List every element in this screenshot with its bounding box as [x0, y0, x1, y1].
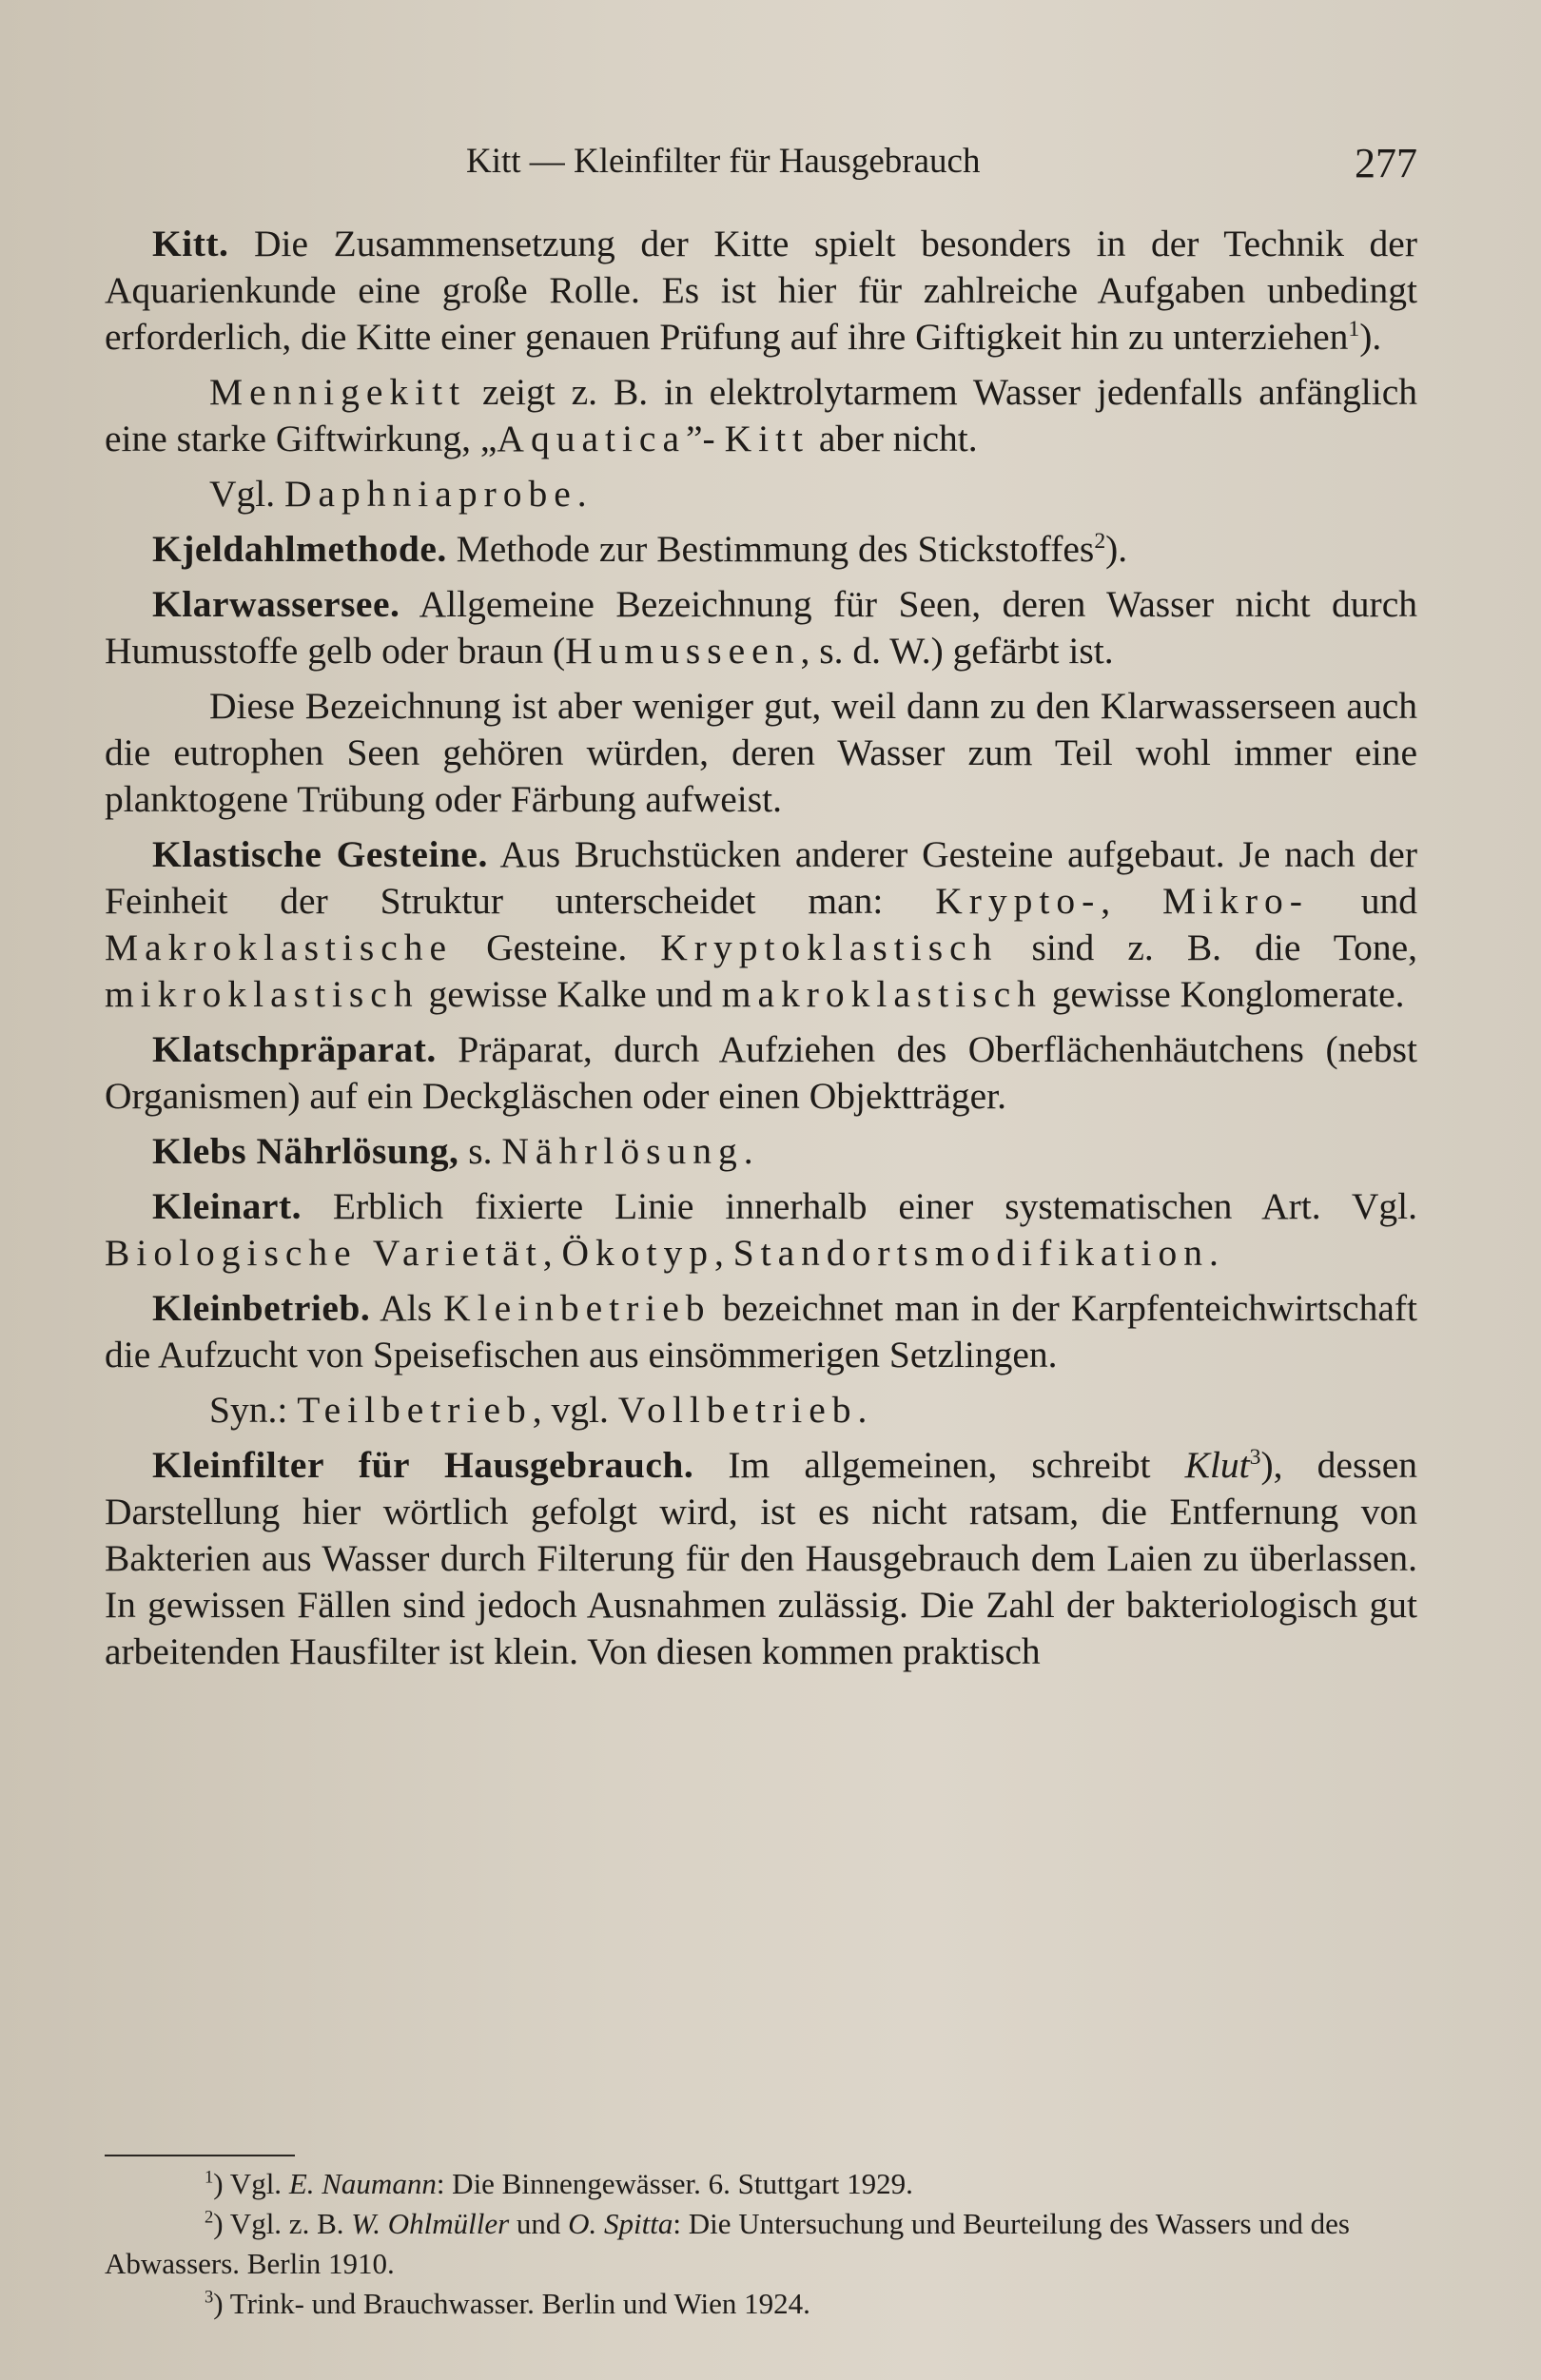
entry-term: Klarwassersee.	[152, 583, 400, 625]
entry-term: Klebs Nährlösung,	[152, 1130, 459, 1172]
entry-klebs-naehrloesung: Klebs Nährlösung, s. Nährlösung.	[152, 1130, 753, 1172]
entry-kleinfilter: Kleinfilter für Hausgebrauch. Im allgemeinen, schreibt Klut$^3$), dessen Darstellung hier wörtlich gefolgt wird, ist es nicht ratsam, die Entfernung von Bakterien aus Wasser durch Filterung für den Hausgebrauch dem Laien zu überlassen. In gewissen Fällen sind jedoch Ausnahmen zulässig. Die Zahl der bakteriologisch gut arbeitenden Hausfilter ist klein. Von diesen kommen praktisch	[105, 1444, 1417, 1672]
footnotes	[105, 2164, 1417, 2324]
footnote-3: $^3$) Trink- und Brauchwasser. Berlin und Wien 1924.	[205, 2287, 810, 2320]
footnote-ref: 1	[1348, 316, 1360, 341]
entry-term: Kjeldahlmethode.	[152, 528, 447, 570]
author-name: Klut	[1184, 1444, 1250, 1486]
entry-kitt-paragraph: Mennigekitt zeigt z. B. in elektrolytarmem Wasser jedenfalls anfänglich eine starke Giftwirkung, „Aquatica”- Kitt aber nicht.	[105, 371, 1417, 459]
running-title: Kitt — Kleinfilter für Hausgebrauch	[466, 142, 981, 181]
entry-klarwassersee: Klarwassersee. Allgemeine Bezeichnung für Seen, deren Wasser nicht durch Humusstoffe gelb oder braun (Humusseen, s. d. W.) gefärbt ist.	[105, 583, 1417, 672]
entry-term: Klastische Gesteine.	[152, 833, 488, 875]
entry-klarwassersee-paragraph: Diese Bezeichnung ist aber weniger gut, weil dann zu den Klarwasserseen auch die eutrophen Seen gehören würden, deren Wasser zum Teil wohl immer eine planktogene Trübung oder Färbung aufweist.	[105, 685, 1417, 820]
entry-term: Kleinfilter für Hausgebrauch.	[152, 1444, 694, 1486]
entry-kitt: Kitt. Die Zusammensetzung der Kitte spielt besonders in der Technik der Aquarienkunde eine große Rolle. Es ist hier für zahlreiche Aufgaben unbedingt erforderlich, die Kitte einer genauen Prüfung auf ihre Giftigkeit hin zu unterziehen$^1$).	[105, 223, 1417, 358]
entry-term: Kitt.	[152, 223, 229, 264]
entry-kleinbetrieb-synonym: Syn.: Teilbetrieb, vgl. Vollbetrieb.	[209, 1389, 868, 1431]
entry-klatschpraeparat: Klatschpräparat. Präparat, durch Aufziehen des Oberflächenhäutchens (nebst Organismen) auf ein Deckgläschen oder einen Objektträger.	[105, 1028, 1417, 1117]
entry-term: Kleinart.	[152, 1185, 302, 1227]
footnote-ref: 2	[1094, 528, 1106, 554]
entry-term: Kleinbetrieb.	[152, 1287, 371, 1329]
entry-kleinbetrieb: Kleinbetrieb. Als Kleinbetrieb bezeichnet man in der Karpfenteichwirtschaft die Aufzucht von Speisefischen aus einsömmerigen Setzlingen.	[105, 1287, 1417, 1375]
footnote-1: $^1$) Vgl. E. Naumann: Die Binnengewässer. 6. Stuttgart 1929.	[205, 2167, 913, 2200]
footnote-divider	[105, 2155, 295, 2156]
entry-klastische-gesteine: Klastische Gesteine. Aus Bruchstücken anderer Gesteine aufgebaut. Je nach der Feinheit der Struktur unterscheidet man: Krypto-, Mikro- und Makroklastische Gesteine. Kryptoklastisch sind z. B. die Tone, mikroklastisch gewisse Kalke und makroklastisch gewisse Konglomerate.	[105, 833, 1417, 1015]
entry-kleinart: Kleinart. Erblich fixierte Linie innerhalb einer systematischen Art. Vgl. Biologische Varietät, Ökotyp, Standortsmodifikation.	[105, 1185, 1417, 1274]
page-body	[105, 221, 1417, 1684]
entry-kjeldahlmethode: Kjeldahlmethode. Methode zur Bestimmung des Stickstoffes$^2$).	[152, 528, 1128, 570]
entry-term: Klatschpräparat.	[152, 1028, 437, 1070]
page-number: 277	[1355, 140, 1417, 186]
footnote-2: $^2$) Vgl. z. B. W. Ohlmüller und O. Spitta: Die Untersuchung und Beurteilung des Wassers und des Abwassers. Berlin 1910.	[105, 2207, 1350, 2280]
entry-kitt-crossref: Vgl. Daphniaprobe.	[209, 473, 587, 515]
footnote-ref: 3	[1249, 1444, 1261, 1470]
